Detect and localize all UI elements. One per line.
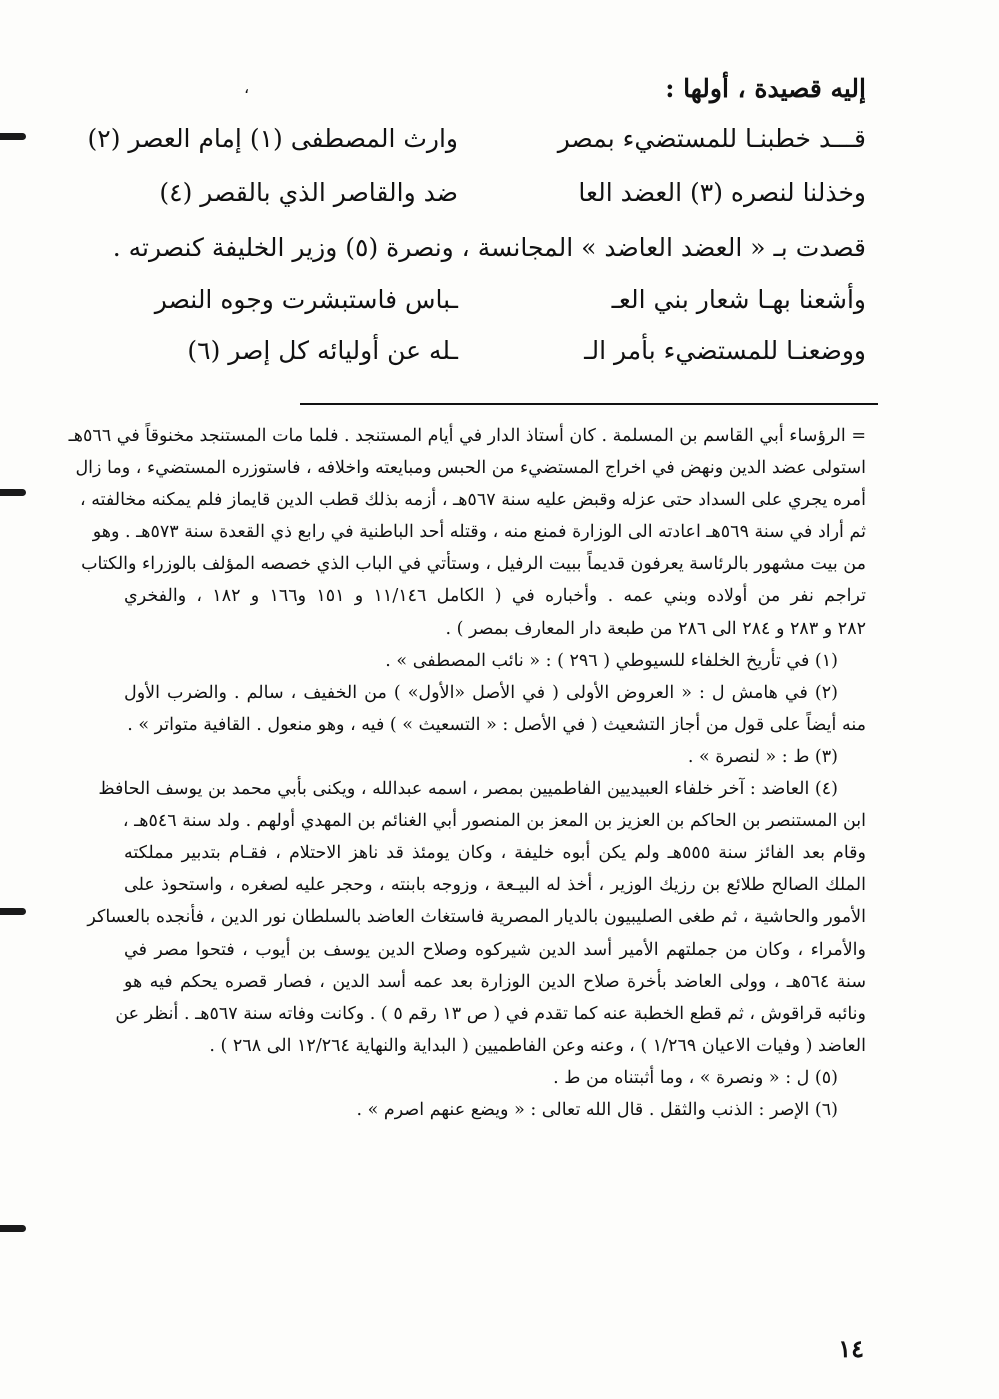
footnote-line: (٣) ط : « لنصرة » . xyxy=(687,746,838,767)
footnote-line: (٤) العاضد : آخر خلفاء العبيديين الفاطميين بمصر ، اسمه عبدالله ، ويكنى بأبي محمد بن يوسف الحافظ xyxy=(98,779,838,800)
verse-line xyxy=(126,285,866,329)
footnote-line: ثم أراد في سنة ٥٦٩هـ اعادته الى الوزارة فمنع منه ، وقتله أحد الباطنية في رابع ذي القعدة سنة ٥٧٣هـ . وهو xyxy=(92,522,866,543)
footnote-line: الأمور والحاشية ، ثم طغى الصليبيون بالديار المصرية فاستغاث العاضد بالسلطان نور الدين ، فأنجده بالعساكر xyxy=(87,907,866,928)
footnote-line: سنة ٥٦٤هـ ، وولى العاضد بأخرة صلاح الدين الوزارة بعد عمه أسد الدين ، فصار قصره يحكم فيه هو xyxy=(124,971,866,992)
verse-line xyxy=(126,178,866,222)
verse-second-hemistich: وارث المصطفى (١) إمام العصر (٢) xyxy=(87,124,458,153)
footnote-divider xyxy=(300,403,878,405)
footnote-line: (٦) الإصر : الذنب والثقل . قال الله تعالى : « ويضع عنهم اصرم » . xyxy=(356,1099,838,1120)
verse-second-hemistich: ضد والقاصر الذي بالقصر (٤) xyxy=(159,178,458,207)
footnote-line: (١) في تأريخ الخلفاء للسيوطي ( ٢٩٦ ) : « نائب المصطفى » . xyxy=(385,650,838,671)
page-header-text: إليه قصيدة ، أولها : xyxy=(665,74,866,103)
verse-first-hemistich: وأشعنا بهـا شعار بني العـ xyxy=(611,285,866,314)
page-number: ١٤ xyxy=(838,1334,864,1363)
binding-mark xyxy=(0,133,26,140)
footnote-line: تراجم نفر من أولاده وبني عمه . وأخباره في ( الكامل ١١/١٤٦ و ١٥١ و١٦٦ و ١٨٢ ، والفخري xyxy=(124,586,866,607)
footnote-line: منه أيضاً على قول من أجاز التشعيث ( في الأصل : « التسعيث » ) فيه ، وهو منعول . القافية متواتر » . xyxy=(127,714,866,735)
footnote-line: من بيت مشهور بالرئاسة يعرفون قديماً ببيت الرفيل ، وستأتي في الباب الذي خصصه المؤلف بالوزراء والكتاب xyxy=(81,554,866,575)
binding-mark xyxy=(0,908,26,915)
footnote-line: ونائبه قراقوش ، ثم قطع الخطبة عنه كما تقدم في ( ص ١٣ رقم ٥ ) . وكانت وفاته سنة ٥٦٧هـ . أنظر عن xyxy=(115,1003,866,1024)
footnote-line: أمره يجري على السداد حتى عزله وقبض عليه سنة ٥٦٧هـ ، أزمه بذلك قطب الدين قايماز فلم يمكنه مخالفته ، xyxy=(80,490,866,511)
footnote-line: = الرؤساء أبي القاسم بن المسلمة . كان أستاذ الدار في أيام المستنجد . فلما مات المستنجد مخنوقاً في ٥٦٦هـ xyxy=(68,426,866,446)
binding-mark xyxy=(0,489,26,496)
binding-mark xyxy=(0,1225,26,1232)
footnotes xyxy=(68,420,866,1126)
footnote-line: ٢٨٢ و ٢٨٣ و ٢٨٤ الى ٢٨٦ من طبعة دار المعارف بمصر ) . xyxy=(445,618,866,639)
footnote-line: الملك الصالح طلائع بن رزيك الوزير ، أخذ له البيـعة ، وزوجه بابنته ، وحجر عليه لصغره ، واستحوذ على xyxy=(124,875,866,896)
footnote-line: وقام بعد الفائز سنة ٥٥٥هـ ولم يكن أبوه خليفة ، وكان يومئذ قد ناهز الاحتلام ، فقـام بتدبير مملكته xyxy=(124,843,866,864)
footnote-line: (٥) ل : « ونصرة » ، وما أثبتناه من ط . xyxy=(553,1067,838,1088)
verse-line xyxy=(126,336,866,380)
verse-second-hemistich: ـله عن أوليائه كل إصر (٦) xyxy=(187,336,458,365)
verse-second-hemistich: ـباس فاستبشرت وجوه النصر xyxy=(154,285,458,314)
stray-mark: ، xyxy=(244,78,250,97)
footnote-line: والأمراء ، وكان من جملتهم الأمير أسد الدين شيركوه وصلاح الدين يوسف بن أيوب ، فتحوا مصر في xyxy=(124,939,866,960)
verse-first-hemistich: وخذلنا لنصره (٣) العضد العا xyxy=(578,178,866,207)
footnote-line: ابن المستنصر بن الحاكم بن العزيز بن المعز بن المنصور أبي الغنائم بن المهدي أولهم . ولد سنة ٥٤٦هـ ، xyxy=(122,811,866,832)
verse-first-hemistich: قـــد خطبنـا للمستضيء بمصر xyxy=(557,124,866,153)
verse-line xyxy=(87,124,866,168)
footnote-line: (٢) في هامش ل : « العروض الأولى ( في الأصل «الأول» ) من الخفيف ، سالم . والضرب الأول xyxy=(124,682,838,703)
footnote-line: العاضد ( وفيات الاعيان ١/٢٦٩ ) ، وعنه وعن الفاطميين ( البداية والنهاية ١٢/٢٦٤ الى ٢٦٨ ) . xyxy=(209,1035,866,1056)
verse-first-hemistich: ووضعنـا للمستضيء بأمر الـ xyxy=(584,336,866,365)
commentary-line: قصدت بـ « العضد العاضد » المجانسة ، ونصرة (٥) وزير الخليفة كنصرته . xyxy=(112,233,866,262)
footnote-line: استولى عضد الدين ونهض في اخراج المستضيء من الحبس ومبايعته واخلافه ، فاستوزره المستضيء ، وما زال xyxy=(75,458,866,479)
